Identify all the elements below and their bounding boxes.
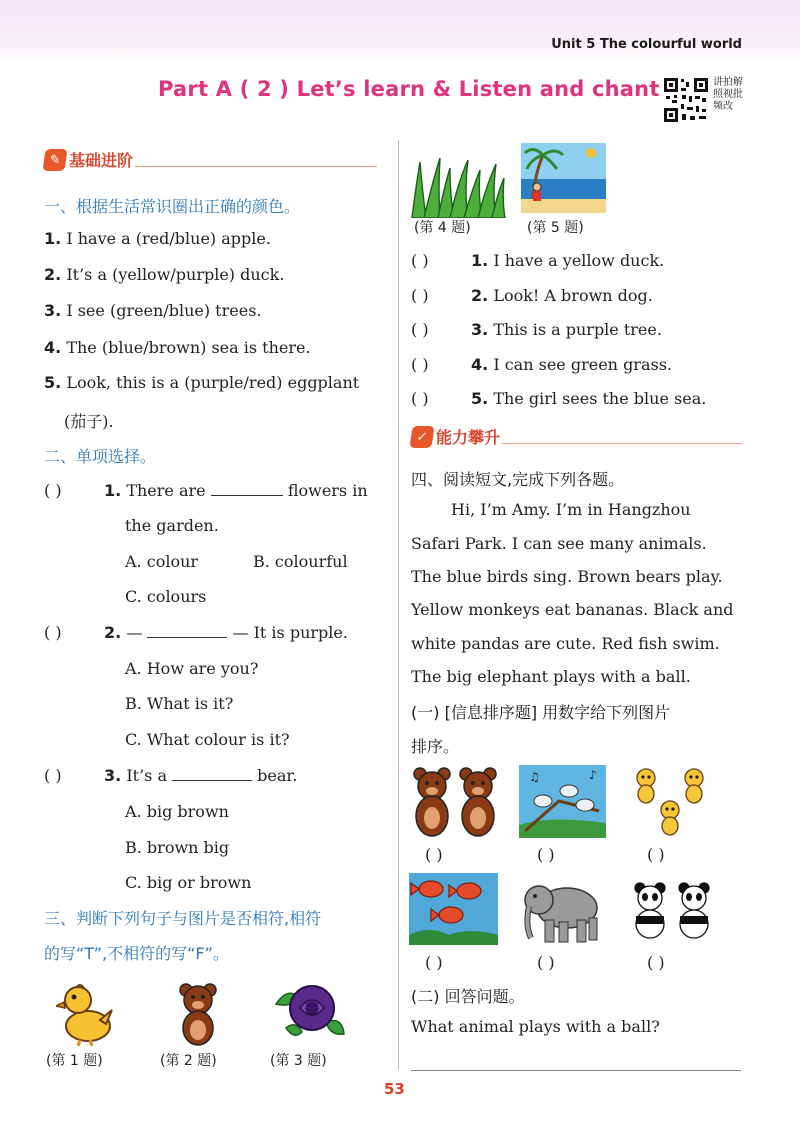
q4-heading: 四、阅读短文,完成下列各题。	[411, 470, 625, 489]
option-a[interactable]: A. How are you?	[125, 659, 259, 678]
caption-q2: (第 2 题)	[160, 1053, 217, 1069]
order-paren[interactable]: ( )	[537, 845, 555, 864]
part-title: Part A ( 2 ) Let’s learn & Listen and chant	[158, 77, 660, 101]
answer-paren[interactable]: ( )	[411, 320, 429, 339]
section-ability-header	[411, 425, 500, 448]
q3-item-5: 5. The girl sees the blue sea.	[471, 389, 707, 408]
answer-paren[interactable]: ( )	[411, 355, 429, 374]
option-a[interactable]: A. big brown	[125, 802, 229, 821]
duck-image	[56, 980, 114, 1046]
q2-item-1: 1. There are flowers in	[104, 481, 368, 500]
passage-line-6: The big elephant plays with a ball.	[411, 667, 691, 686]
pandas-image	[632, 880, 714, 940]
section-ability-label: 能力攀升	[436, 428, 501, 447]
passage-line-5: white pandas are cute. Red fish swim.	[411, 634, 720, 653]
passage-line-1: Hi, I’m Amy. I’m in Hangzhou	[451, 500, 691, 519]
monkeys-image	[632, 766, 714, 838]
option-c[interactable]: C. What colour is it?	[125, 730, 290, 749]
q3-item-3: 3. This is a purple tree.	[471, 320, 662, 339]
q1-item-3: 3. I see (green/blue) trees.	[44, 301, 262, 320]
q1-item-2: 2. It’s a (yellow/purple) duck.	[44, 265, 285, 284]
fill-blank[interactable]	[172, 780, 252, 781]
option-c[interactable]: C. big or brown	[125, 873, 252, 892]
q4-sub1-line2: 排序。	[411, 737, 460, 756]
option-b[interactable]: B. What is it?	[125, 694, 234, 713]
q2-item-3: 3. It’s a bear.	[104, 766, 298, 785]
answer-line[interactable]	[411, 1070, 741, 1071]
q4-sub2-heading: (二) 回答问题。	[411, 987, 525, 1006]
svg-text:♪: ♪	[589, 768, 597, 782]
q2-heading: 二、单项选择。	[44, 447, 157, 466]
answer-paren[interactable]: ( )	[411, 389, 429, 408]
option-b[interactable]: B. brown big	[125, 838, 230, 857]
flag-icon: ✓	[409, 426, 434, 448]
section-basic-rule	[135, 166, 377, 167]
passage-line-3: The blue birds sing. Brown bears play.	[411, 567, 723, 586]
fish-image	[409, 873, 498, 945]
order-paren[interactable]: ( )	[537, 953, 555, 972]
q4-sub1-line1: (一) [信息排序题] 用数字给下列图片	[411, 703, 671, 722]
flower-image	[272, 978, 346, 1044]
q3-item-4: 4. I can see green grass.	[471, 355, 672, 374]
page-number: 53	[384, 1080, 405, 1098]
section-basic-label: 基础进阶	[69, 151, 134, 170]
bears-image	[410, 766, 500, 838]
bear-image	[176, 982, 220, 1046]
order-paren[interactable]: ( )	[425, 953, 443, 972]
option-a[interactable]: A. colour	[125, 552, 199, 571]
q3-heading-line2: 的写“T”,不相符的写“F”。	[44, 944, 229, 963]
answer-paren[interactable]: ( )	[44, 623, 62, 642]
q1-item-5-cont: (茄子).	[64, 412, 114, 431]
grass-image	[410, 156, 506, 218]
caption-q1: (第 1 题)	[46, 1053, 103, 1069]
q1-item-5: 5. Look, this is a (purple/red) eggplant	[44, 373, 360, 392]
qr-code-icon[interactable]	[662, 76, 710, 124]
order-paren[interactable]: ( )	[647, 953, 665, 972]
answer-paren[interactable]: ( )	[411, 251, 429, 270]
caption-q4: (第 4 题)	[414, 220, 471, 236]
option-c[interactable]: C. colours	[125, 587, 207, 606]
answer-paren[interactable]: ( )	[44, 481, 62, 500]
caption-q5: (第 5 题)	[527, 220, 584, 236]
q2-item-1-cont: the garden.	[125, 516, 219, 535]
option-b[interactable]: B. colourful	[253, 552, 348, 571]
section-ability-rule	[502, 443, 742, 444]
passage-line-4: Yellow monkeys eat bananas. Black and	[411, 600, 734, 619]
order-paren[interactable]: ( )	[647, 845, 665, 864]
q4-sub2-question: What animal plays with a ball?	[411, 1017, 660, 1036]
caption-q3: (第 3 题)	[270, 1053, 327, 1069]
qr-label: 讲拍解照视批频改	[713, 77, 743, 112]
q3-heading-line1: 三、判断下列句子与图片是否相符,相符	[44, 909, 322, 928]
birds-image	[519, 765, 606, 838]
q1-heading: 一、根据生活常识圈出正确的颜色。	[44, 197, 301, 216]
q3-item-2: 2. Look! A brown dog.	[471, 286, 653, 305]
passage-line-2: Safari Park. I can see many animals.	[411, 534, 707, 553]
column-divider	[398, 140, 399, 1070]
unit-title: Unit 5 The colourful world	[551, 37, 742, 52]
q1-item-1: 1. I have a (red/blue) apple.	[44, 229, 271, 248]
section-basic-header	[44, 148, 133, 171]
q1-item-4: 4. The (blue/brown) sea is there.	[44, 338, 311, 357]
beach-image	[521, 143, 606, 213]
fill-blank[interactable]	[211, 495, 283, 496]
answer-paren[interactable]: ( )	[411, 286, 429, 305]
fill-blank[interactable]	[147, 637, 227, 638]
q3-item-1: 1. I have a yellow duck.	[471, 251, 665, 270]
order-paren[interactable]: ( )	[425, 845, 443, 864]
pencil-icon: ✎	[42, 149, 67, 171]
svg-text:♫: ♫	[529, 770, 540, 784]
q2-item-2: 2. — — It is purple.	[104, 623, 348, 642]
answer-paren[interactable]: ( )	[44, 766, 62, 785]
elephant-image	[521, 876, 605, 946]
